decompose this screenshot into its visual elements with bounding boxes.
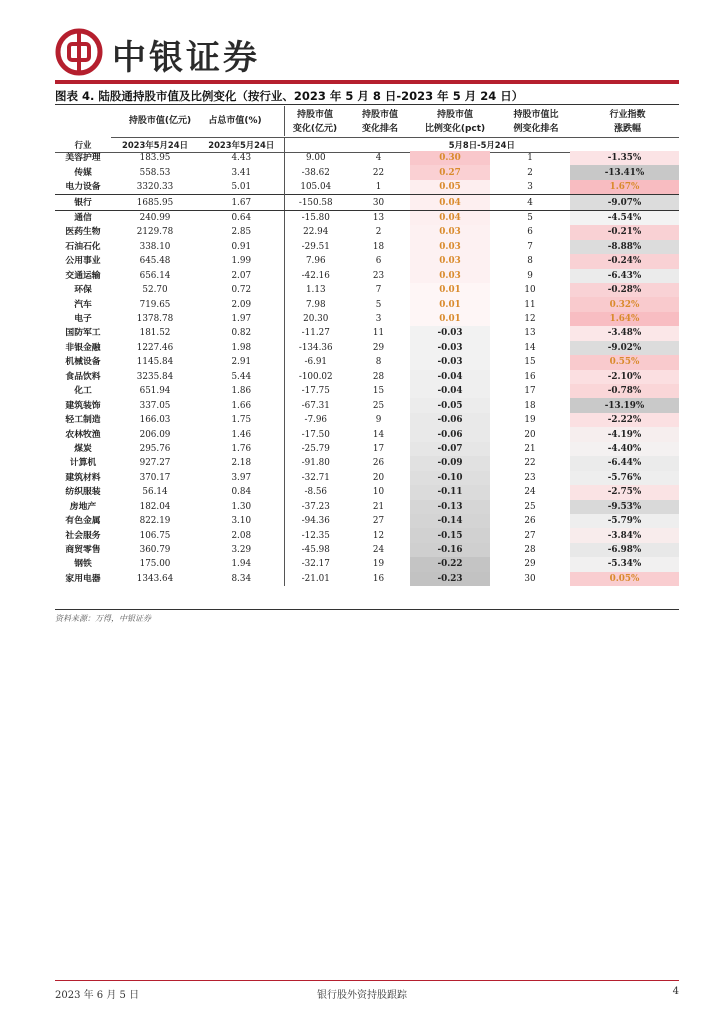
value-change-rank-cell: 13 xyxy=(372,212,385,223)
index-change-cell: -4.19% xyxy=(570,427,679,441)
ratio-change-cell: -0.14 xyxy=(410,514,490,528)
industry-cell: 电力设备 xyxy=(65,182,101,193)
ratio-change-cell: 0.01 xyxy=(410,312,490,326)
ratio-change-rank-cell: 21 xyxy=(524,443,536,454)
holding-value-cell: 106.75 xyxy=(139,530,171,541)
index-change-cell: 0.32% xyxy=(570,297,679,311)
market-share-cell: 0.72 xyxy=(231,285,252,296)
industry-cell: 轻工制造 xyxy=(65,415,101,426)
value-change-rank-cell: 16 xyxy=(372,573,385,584)
ratio-change-rank-cell: 12 xyxy=(524,314,536,325)
value-change-rank-cell: 27 xyxy=(372,516,385,527)
value-change-cell: -15.80 xyxy=(284,210,347,225)
industry-cell: 医药生物 xyxy=(65,227,101,238)
value-change-cell: 20.30 xyxy=(284,312,347,326)
holding-value-cell: 3235.84 xyxy=(136,371,174,382)
value-change-cell: 9.00 xyxy=(284,151,347,165)
market-share-cell: 8.34 xyxy=(231,573,252,584)
table-row xyxy=(55,269,679,283)
value-change-cell: 7.96 xyxy=(284,254,347,268)
holding-value-cell: 56.14 xyxy=(142,487,168,498)
industry-cell: 机械设备 xyxy=(65,357,101,368)
ratio-change-cell: -0.11 xyxy=(410,485,490,499)
value-change-cell: -67.31 xyxy=(284,398,347,412)
ratio-change-rank-cell: 9 xyxy=(527,270,533,281)
ratio-change-rank-cell: 20 xyxy=(524,429,536,440)
ratio-change-rank-cell: 19 xyxy=(524,415,536,426)
holding-value-cell: 656.14 xyxy=(139,270,171,281)
industry-cell: 钢铁 xyxy=(74,559,92,570)
brand-name: 中银证券 xyxy=(112,38,260,78)
industry-cell: 计算机 xyxy=(69,458,97,469)
holding-value-cell: 927.27 xyxy=(139,458,171,469)
table-row xyxy=(55,456,679,470)
holding-value-cell: 1145.84 xyxy=(136,357,174,368)
header-ratio-rank: 持股市值比 例变化排名 xyxy=(513,110,559,134)
ratio-change-cell: 0.05 xyxy=(410,180,490,195)
market-share-cell: 0.82 xyxy=(231,328,252,339)
table-row xyxy=(55,210,679,225)
index-change-cell: -2.10% xyxy=(570,370,679,384)
industry-cell: 有色金属 xyxy=(65,516,101,527)
ratio-change-rank-cell: 28 xyxy=(524,545,536,556)
value-change-cell: -17.50 xyxy=(284,427,347,441)
value-change-rank-cell: 2 xyxy=(375,227,382,238)
industry-cell: 化工 xyxy=(74,386,92,397)
ratio-change-rank-cell: 11 xyxy=(524,299,536,310)
holding-value-cell: 338.10 xyxy=(139,241,171,252)
index-change-cell: -0.78% xyxy=(570,384,679,398)
value-change-rank-cell: 9 xyxy=(375,415,382,426)
market-share-cell: 1.86 xyxy=(231,386,252,397)
table-row xyxy=(55,471,679,485)
footer-rule xyxy=(55,980,679,981)
ratio-change-cell: -0.04 xyxy=(410,370,490,384)
industry-cell: 社会服务 xyxy=(65,530,101,541)
industry-cell: 纺织服装 xyxy=(65,487,101,498)
value-change-cell: -7.96 xyxy=(284,413,347,427)
ratio-change-cell: -0.10 xyxy=(410,471,490,485)
value-change-cell: -17.75 xyxy=(284,384,347,398)
value-change-rank-cell: 18 xyxy=(372,241,385,252)
table-row xyxy=(55,283,679,297)
holding-value-cell: 240.99 xyxy=(139,212,171,223)
value-change-cell: -21.01 xyxy=(284,572,347,586)
ratio-change-cell: 0.03 xyxy=(410,269,490,283)
table-row xyxy=(55,240,679,254)
industry-cell: 家用电器 xyxy=(65,573,101,584)
market-share-cell: 3.29 xyxy=(231,545,252,556)
industry-cell: 环保 xyxy=(74,285,92,296)
value-change-cell: -12.35 xyxy=(284,528,347,542)
value-change-rank-cell: 4 xyxy=(375,153,382,164)
table-row xyxy=(55,225,679,239)
table-row xyxy=(55,341,679,355)
market-share-cell: 1.97 xyxy=(231,314,252,325)
ratio-change-rank-cell: 7 xyxy=(527,241,533,252)
holding-value-cell: 1227.46 xyxy=(136,342,174,353)
header-date-mv: 2023年5月24日 xyxy=(111,138,199,153)
ratio-change-rank-cell: 2 xyxy=(527,167,533,178)
ratio-change-rank-cell: 17 xyxy=(524,386,536,397)
value-change-rank-cell: 7 xyxy=(375,285,382,296)
ratio-change-cell: -0.06 xyxy=(410,413,490,427)
holding-value-cell: 719.65 xyxy=(139,299,171,310)
table-row xyxy=(55,312,679,326)
index-change-cell: -0.24% xyxy=(570,254,679,268)
industry-cell: 交通运输 xyxy=(65,270,101,281)
table-row xyxy=(55,326,679,340)
figure-title: 图表 4. 陆股通持股市值及比例变化（按行业、2023 年 5 月 8 日-2023 年 5 月 24 日） xyxy=(55,89,524,103)
value-change-rank-cell: 8 xyxy=(375,357,382,368)
market-share-cell: 1.66 xyxy=(231,400,252,411)
value-change-rank-cell: 26 xyxy=(372,458,385,469)
table-row xyxy=(55,543,679,557)
industry-cell: 公用事业 xyxy=(65,256,101,267)
value-change-rank-cell: 21 xyxy=(372,501,385,512)
market-share-cell: 2.85 xyxy=(231,227,252,238)
ratio-change-cell: -0.03 xyxy=(410,326,490,340)
table-row xyxy=(55,297,679,311)
value-change-cell: -32.71 xyxy=(284,471,347,485)
header-mv-rank: 持股市值 变化排名 xyxy=(361,110,398,134)
index-change-cell: -5.76% xyxy=(570,471,679,485)
ratio-change-rank-cell: 6 xyxy=(527,227,533,238)
header-index: 行业指数 涨跌幅 xyxy=(609,110,646,134)
industry-cell: 建筑装饰 xyxy=(65,400,101,411)
value-change-rank-cell: 22 xyxy=(372,167,385,178)
industry-cell: 美容护理 xyxy=(65,153,101,164)
table-row xyxy=(55,557,679,571)
ratio-change-rank-cell: 16 xyxy=(524,371,536,382)
ratio-change-rank-cell: 26 xyxy=(524,516,536,527)
index-change-cell: -9.53% xyxy=(570,500,679,514)
market-share-cell: 1.67 xyxy=(199,195,284,210)
ratio-change-rank-cell: 29 xyxy=(524,559,536,570)
holding-value-cell: 370.17 xyxy=(139,472,171,483)
ratio-change-cell: -0.03 xyxy=(410,341,490,355)
index-change-cell: -1.35% xyxy=(570,151,679,165)
value-change-cell: -100.02 xyxy=(284,370,347,384)
market-share-cell: 2.18 xyxy=(231,458,252,469)
market-share-cell: 3.10 xyxy=(231,516,252,527)
holding-value-cell: 337.05 xyxy=(139,400,171,411)
header-mv: 持股市值(亿元) xyxy=(128,116,192,126)
ratio-change-rank-cell: 30 xyxy=(524,573,536,584)
value-change-rank-cell: 12 xyxy=(372,530,385,541)
industry-cell: 国防军工 xyxy=(65,328,101,339)
holding-value-cell: 3320.33 xyxy=(136,182,174,193)
holding-value-cell: 52.70 xyxy=(142,285,168,296)
value-change-rank-cell: 10 xyxy=(372,487,385,498)
value-change-cell: -37.23 xyxy=(284,500,347,514)
ratio-change-cell: -0.23 xyxy=(410,572,490,586)
holding-value-cell: 2129.78 xyxy=(136,227,174,238)
value-change-cell: 1.13 xyxy=(284,283,347,297)
market-share-cell: 2.08 xyxy=(231,530,252,541)
ratio-change-cell: 0.01 xyxy=(410,283,490,297)
holding-value-cell: 360.79 xyxy=(139,545,171,556)
index-change-cell: -4.54% xyxy=(570,210,679,225)
ratio-change-cell: -0.03 xyxy=(410,355,490,369)
value-change-rank-cell: 15 xyxy=(372,386,385,397)
holding-value-cell: 558.53 xyxy=(139,167,171,178)
index-change-cell: -0.21% xyxy=(570,225,679,239)
index-change-cell: 0.05% xyxy=(570,572,679,586)
index-change-cell: -0.28% xyxy=(570,283,679,297)
value-change-cell: -29.51 xyxy=(284,240,347,254)
ratio-change-cell: 0.03 xyxy=(410,240,490,254)
ratio-change-cell: 0.03 xyxy=(410,225,490,239)
table-row xyxy=(55,413,679,427)
holding-value-cell: 651.94 xyxy=(139,386,171,397)
industry-table xyxy=(55,151,679,586)
market-share-cell: 3.97 xyxy=(231,472,252,483)
table-row xyxy=(55,528,679,542)
bank-of-china-logo xyxy=(55,28,103,76)
index-change-cell: -4.40% xyxy=(570,442,679,456)
value-change-rank-cell: 28 xyxy=(372,371,385,382)
value-change-rank-cell: 14 xyxy=(372,429,385,440)
market-share-cell: 3.41 xyxy=(231,167,252,178)
industry-cell: 电子 xyxy=(74,314,92,325)
value-change-rank-cell: 30 xyxy=(347,195,410,210)
value-change-rank-cell: 20 xyxy=(372,472,385,483)
value-change-rank-cell: 5 xyxy=(375,299,382,310)
holding-value-cell: 182.04 xyxy=(139,501,171,512)
value-change-cell: 22.94 xyxy=(284,225,347,239)
table-row xyxy=(55,572,679,586)
industry-cell: 食品饮料 xyxy=(65,371,101,382)
value-change-rank-cell: 23 xyxy=(372,270,385,281)
market-share-cell: 1.99 xyxy=(231,256,252,267)
market-share-cell: 2.07 xyxy=(231,270,252,281)
source-note: 资料来源：万得，中银证券 xyxy=(55,614,151,623)
value-change-cell: -150.58 xyxy=(284,195,347,210)
ratio-change-cell: -0.07 xyxy=(410,442,490,456)
market-share-cell: 1.94 xyxy=(231,559,252,570)
industry-cell: 汽车 xyxy=(74,299,92,310)
market-share-cell: 5.01 xyxy=(231,182,252,193)
footer-page-number: 4 xyxy=(672,986,679,997)
industry-cell: 农林牧渔 xyxy=(65,429,101,440)
ratio-change-rank-cell: 13 xyxy=(524,328,536,339)
market-share-cell: 1.30 xyxy=(231,501,252,512)
ratio-change-rank-cell: 10 xyxy=(524,285,536,296)
index-change-cell: -3.84% xyxy=(570,528,679,542)
holding-value-cell: 1378.78 xyxy=(136,314,174,325)
value-change-cell: -25.79 xyxy=(284,442,347,456)
table-row xyxy=(55,500,679,514)
table-row xyxy=(55,370,679,384)
industry-cell: 商贸零售 xyxy=(65,545,101,556)
ratio-change-rank-cell: 4 xyxy=(490,195,570,210)
ratio-change-cell: -0.13 xyxy=(410,500,490,514)
value-change-rank-cell: 17 xyxy=(372,443,385,454)
value-change-cell: -42.16 xyxy=(284,269,347,283)
market-share-cell: 0.91 xyxy=(231,241,252,252)
ratio-change-cell: 0.01 xyxy=(410,297,490,311)
holding-value-cell: 181.52 xyxy=(139,328,171,339)
table-row xyxy=(55,151,679,165)
ratio-change-cell: -0.05 xyxy=(410,398,490,412)
ratio-change-rank-cell: 22 xyxy=(524,458,536,469)
value-change-cell: -94.36 xyxy=(284,514,347,528)
value-change-cell: 105.04 xyxy=(284,180,347,195)
header-share: 占总市值(%) xyxy=(208,116,262,126)
value-change-cell: -32.17 xyxy=(284,557,347,571)
value-change-rank-cell: 24 xyxy=(372,545,385,556)
value-change-rank-cell: 3 xyxy=(375,314,382,325)
value-change-rank-cell: 11 xyxy=(372,328,385,339)
market-share-cell: 0.84 xyxy=(231,487,252,498)
industry-cell: 通信 xyxy=(74,212,92,223)
table-row xyxy=(55,485,679,499)
header-period: 5月8日-5月24日 xyxy=(284,138,679,153)
market-share-cell: 1.75 xyxy=(231,415,252,426)
value-change-cell: -134.36 xyxy=(284,341,347,355)
index-change-cell: -13.19% xyxy=(570,398,679,412)
market-share-cell: 2.09 xyxy=(231,299,252,310)
header-bar xyxy=(55,80,679,84)
ratio-change-cell: 0.04 xyxy=(410,195,490,210)
ratio-change-rank-cell: 15 xyxy=(524,357,536,368)
header-divider xyxy=(284,106,285,136)
holding-value-cell: 1685.95 xyxy=(111,195,199,210)
table-row xyxy=(55,427,679,441)
holding-value-cell: 1343.64 xyxy=(136,573,174,584)
holding-value-cell: 206.09 xyxy=(139,429,171,440)
ratio-change-rank-cell: 23 xyxy=(524,472,536,483)
value-change-rank-cell: 19 xyxy=(372,559,385,570)
index-change-cell: -13.41% xyxy=(570,165,679,179)
table-row xyxy=(55,254,679,268)
index-change-cell: -6.43% xyxy=(570,269,679,283)
ratio-change-rank-cell: 1 xyxy=(527,153,533,164)
value-change-cell: -6.91 xyxy=(284,355,347,369)
table-row xyxy=(55,165,679,179)
index-change-cell: -5.79% xyxy=(570,514,679,528)
index-change-cell: 0.55% xyxy=(570,355,679,369)
ratio-change-rank-cell: 25 xyxy=(524,501,536,512)
index-change-cell: -9.07% xyxy=(570,195,679,210)
index-change-cell: -6.98% xyxy=(570,543,679,557)
table-row xyxy=(55,442,679,456)
industry-cell: 非银金融 xyxy=(65,342,101,353)
market-share-cell: 0.64 xyxy=(231,212,252,223)
header-date-share: 2023年5月24日 xyxy=(199,138,284,153)
index-change-cell: 1.67% xyxy=(570,180,679,195)
ratio-change-rank-cell: 14 xyxy=(524,342,536,353)
index-change-cell: -2.75% xyxy=(570,485,679,499)
ratio-change-cell: -0.04 xyxy=(410,384,490,398)
table-row xyxy=(55,384,679,398)
ratio-change-rank-cell: 24 xyxy=(524,487,536,498)
value-change-cell: -8.56 xyxy=(284,485,347,499)
index-change-cell: 1.64% xyxy=(570,312,679,326)
industry-cell: 银行 xyxy=(55,195,111,210)
table-bottom-rule xyxy=(55,609,679,610)
header-ratio-change: 持股市值 比例变化(pct) xyxy=(424,110,486,134)
holding-value-cell: 295.76 xyxy=(139,443,171,454)
value-change-cell: -11.27 xyxy=(284,326,347,340)
title-rule xyxy=(55,104,679,105)
ratio-change-cell: -0.15 xyxy=(410,528,490,542)
ratio-change-rank-cell: 3 xyxy=(527,182,533,193)
table-row xyxy=(55,398,679,412)
ratio-change-cell: -0.09 xyxy=(410,456,490,470)
ratio-change-rank-cell: 18 xyxy=(524,400,536,411)
value-change-rank-cell: 29 xyxy=(372,342,385,353)
ratio-change-rank-cell: 8 xyxy=(527,256,533,267)
ratio-change-cell: -0.16 xyxy=(410,543,490,557)
value-change-cell: 7.98 xyxy=(284,297,347,311)
index-change-cell: -3.48% xyxy=(570,326,679,340)
table-row xyxy=(55,355,679,369)
industry-cell: 建筑材料 xyxy=(65,472,101,483)
ratio-change-cell: -0.06 xyxy=(410,427,490,441)
ratio-change-cell: 0.03 xyxy=(410,254,490,268)
market-share-cell: 1.46 xyxy=(231,429,252,440)
value-change-cell: -91.80 xyxy=(284,456,347,470)
index-change-cell: -6.44% xyxy=(570,456,679,470)
holding-value-cell: 183.95 xyxy=(139,153,171,164)
table-row xyxy=(55,180,679,195)
ratio-change-cell: 0.27 xyxy=(410,165,490,179)
table-row xyxy=(55,195,679,210)
holding-value-cell: 645.48 xyxy=(139,256,171,267)
ratio-change-cell: 0.04 xyxy=(410,210,490,225)
index-change-cell: -5.34% xyxy=(570,557,679,571)
market-share-cell: 5.44 xyxy=(231,371,252,382)
value-change-cell: -45.98 xyxy=(284,543,347,557)
market-share-cell: 1.98 xyxy=(231,342,252,353)
value-change-rank-cell: 6 xyxy=(375,256,382,267)
industry-cell: 传媒 xyxy=(74,167,92,178)
holding-value-cell: 166.03 xyxy=(139,415,171,426)
value-change-rank-cell: 1 xyxy=(375,182,382,193)
index-change-cell: -8.88% xyxy=(570,240,679,254)
value-change-rank-cell: 25 xyxy=(372,400,385,411)
value-change-cell: -38.62 xyxy=(284,165,347,179)
market-share-cell: 4.43 xyxy=(231,153,252,164)
index-change-cell: -9.02% xyxy=(570,341,679,355)
holding-value-cell: 175.00 xyxy=(139,559,171,570)
holding-value-cell: 822.19 xyxy=(139,516,171,527)
ratio-change-rank-cell: 27 xyxy=(524,530,536,541)
industry-cell: 石油石化 xyxy=(65,241,101,252)
footer-date: 2023 年 6 月 5 日 xyxy=(55,990,140,1001)
table-row xyxy=(55,514,679,528)
market-share-cell: 2.91 xyxy=(231,357,252,368)
industry-cell: 房地产 xyxy=(69,501,97,512)
header-mv-change: 持股市值 变化(亿元) xyxy=(292,110,338,134)
industry-cell: 煤炭 xyxy=(74,443,92,454)
ratio-change-cell: -0.22 xyxy=(410,557,490,571)
footer-report-name: 银行股外资持股跟踪 xyxy=(317,990,407,1001)
ratio-change-cell: 0.30 xyxy=(410,151,490,165)
index-change-cell: -2.22% xyxy=(570,413,679,427)
header-industry: 行业 xyxy=(55,138,111,153)
ratio-change-rank-cell: 5 xyxy=(527,212,533,223)
market-share-cell: 1.76 xyxy=(231,443,252,454)
